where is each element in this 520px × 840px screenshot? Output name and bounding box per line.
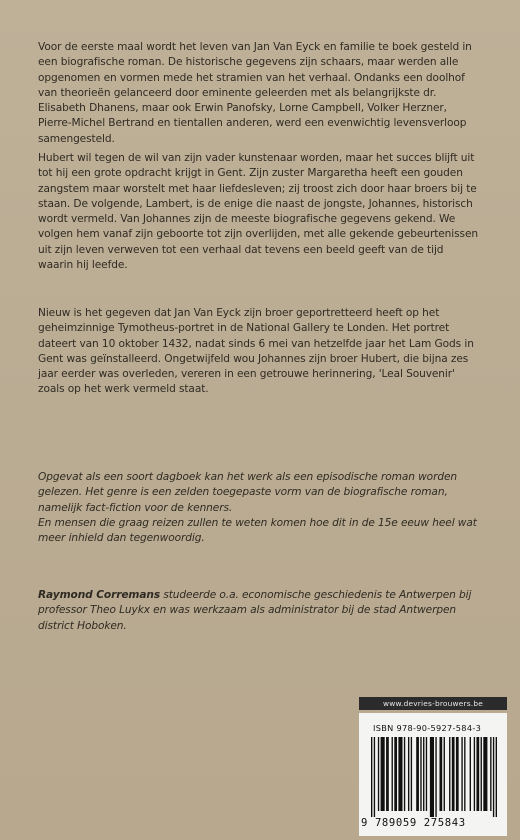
barcode-bar	[374, 737, 375, 817]
barcode-bar	[493, 737, 494, 817]
barcode-bar	[386, 737, 389, 811]
author-bio	[38, 588, 480, 634]
barcode-bar	[456, 737, 459, 811]
barcode-bar	[464, 737, 465, 811]
barcode-bar	[420, 737, 421, 811]
isbn-label: ISBN 978-90-5927-584-3	[373, 723, 482, 733]
barcode-bar	[411, 737, 412, 811]
barcode-bar	[449, 737, 450, 811]
barcode-bar	[394, 737, 397, 811]
italic-paragraph-2: En mensen die graag reizen zullen te weten komen hoe dit in de 15e eeuw heel wat meer inhield dan tegenwoordig.	[38, 517, 477, 545]
barcode-bar	[426, 737, 427, 811]
barcode-bar	[435, 737, 436, 817]
barcode-bar	[381, 737, 385, 811]
barcode-box	[359, 713, 507, 836]
barcode-area	[359, 697, 507, 836]
blurb-paragraph-2: Hubert wil tegen de wil van zijn vader kunstenaar worden, maar het succes blijft uit tot hij een grote opdracht krijgt in Gent. Zijn zuster Margaretha heeft een gouden zangstem maar worstelt met haar liefdesleven; zij troost zich door haar broers bij te staan. De volgende, Lambert, is de enige die naast de jongste, Johannes, historisch wordt vermeld. Van Johannes zijn de meeste biografische gegevens gekend. We volgen hem vanaf zijn geboorte tot zijn overlijden, met alle gekende gebeurtenissen uit zijn leven verweven tot een verhaal dat tevens een beeld geeft van de tijd waarin hij leefde.	[38, 152, 479, 272]
barcode-bar	[474, 737, 475, 811]
author-bio-text: studeerde o.a. economische geschiedenis te Antwerpen bij professor Theo Luykx en was werkzaam als administrator bij de stad Antwerpen district Hoboken.	[38, 589, 472, 632]
barcode-bar	[490, 737, 491, 811]
barcode-bar	[416, 737, 419, 811]
barcode-bar	[444, 737, 445, 811]
barcode-bar	[392, 737, 393, 811]
barcode-bar	[461, 737, 462, 811]
barcode-bar	[439, 737, 442, 811]
italic-paragraph-1: Opgevat als een soort dagboek kan het werk als een episodische roman worden gelezen. Het genre is een zelden toegepaste vorm van de biografische roman, namelijk fact-fiction voor de kenners.	[38, 471, 457, 514]
barcode-bar	[430, 737, 434, 817]
barcode-bar	[423, 737, 424, 811]
publisher-url[interactable]: www.devries-brouwers.be	[359, 697, 507, 710]
blurb-paragraph-3: Nieuw is het gegeven dat Jan Van Eyck zijn broer geportretteerd heeft op het geheimzinnige Tymotheus-portret in de National Gallery te Londen. Het portret dateert van 10 oktober 1432, nadat sinds 6 mei van hetzelfde jaar het Lam Gods in Gent was geïnstalleerd. Ongetwijfeld wou Johannes zijn broer Hubert, die bijna zes jaar eerder was overleden, vereren in een getrouwe herinnering, 'Leal Souvenir' zoals op het werk vermeld staat.	[38, 307, 474, 396]
barcode-bar	[371, 737, 372, 817]
barcode-bars	[371, 737, 497, 817]
barcode-digits: 9 789059 275843	[361, 817, 466, 829]
barcode-bar	[470, 737, 471, 811]
barcode-bar	[452, 737, 455, 811]
barcode-bar	[408, 737, 409, 811]
barcode-bar	[476, 737, 479, 811]
author-name: Raymond Corremans	[38, 589, 161, 601]
blurb-paragraph-1: Voor de eerste maal wordt het leven van Jan Van Eyck en familie te boek gesteld in een biografische roman. De historische gegevens zijn schaars, maar werden alle opgenomen en vormen mede het stramien van het verhaal. Ondanks een doolhof van theorieën gelanceerd door eminente geleerden met als belangrijkste dr. Elisabeth Dhanens, maar ook Erwin Panofsky, Lorne Campbell, Volker Herzner, Pierre-Michel Bertrand en tientallen anderen, werd een evenwichtig levensverloop samengesteld.	[38, 41, 472, 145]
barcode-bar	[404, 737, 405, 811]
barcode-bar	[398, 737, 402, 811]
barcode-bar	[378, 737, 379, 811]
barcode-bar	[496, 737, 497, 817]
barcode-bar	[483, 737, 487, 811]
barcode-bar	[481, 737, 482, 811]
